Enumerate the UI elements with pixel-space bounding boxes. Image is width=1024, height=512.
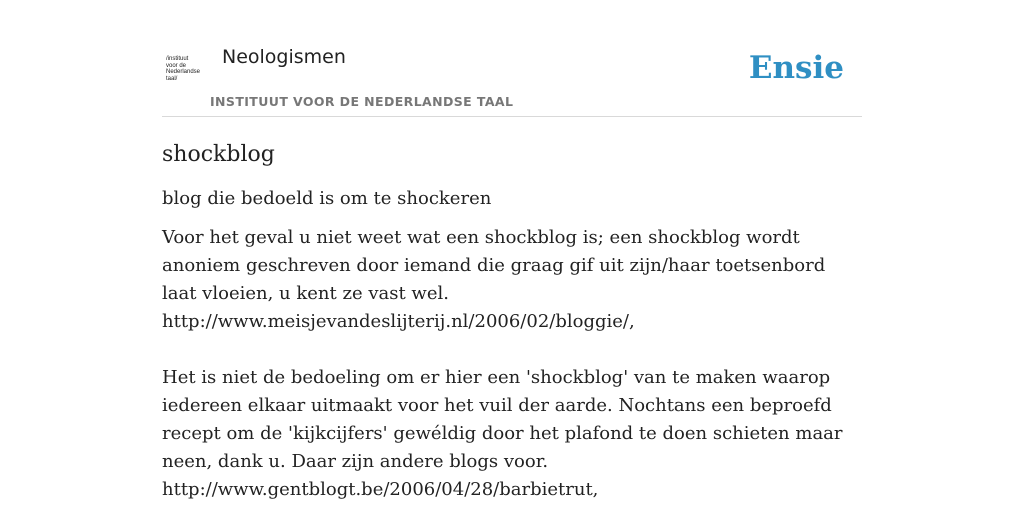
site-title[interactable]: Neologismen xyxy=(222,46,346,68)
organization-name: INSTITUUT VOOR DE NEDERLANDSE TAAL xyxy=(210,94,514,109)
entry-example: Voor het geval u niet weet wat een shockblog is; een shockblog wordt anoniem geschreven door iemand die graag gif uit zijn/haar toetsenbord laat vloeien, u kent ze vast wel. http://www.meisjevandeslijterij.nl/2006/02/bloggie/, Het is niet de bedoeling om er hier een 'shockblog' van te maken waarop iedereen elkaar uitmaakt voor het vuil der aarde. Nochtans een beproefd recept om de 'kijkcijfers' gewéldig door het plafond te doen schieten maar neen, dank u. Daar zijn andere blogs voor. http://www.gentblogt.be/2006/04/28/barbietrut, xyxy=(162,227,843,500)
entry-content xyxy=(162,138,862,504)
site-header xyxy=(162,40,862,117)
institute-logo[interactable]: /instituut voor de Nederlandse taal/ xyxy=(166,56,201,82)
entry-definition: blog die bedoeld is om te shockeren xyxy=(162,188,492,209)
entry-word: shockblog xyxy=(162,142,275,167)
ensie-logo[interactable]: Ensie xyxy=(748,50,844,86)
